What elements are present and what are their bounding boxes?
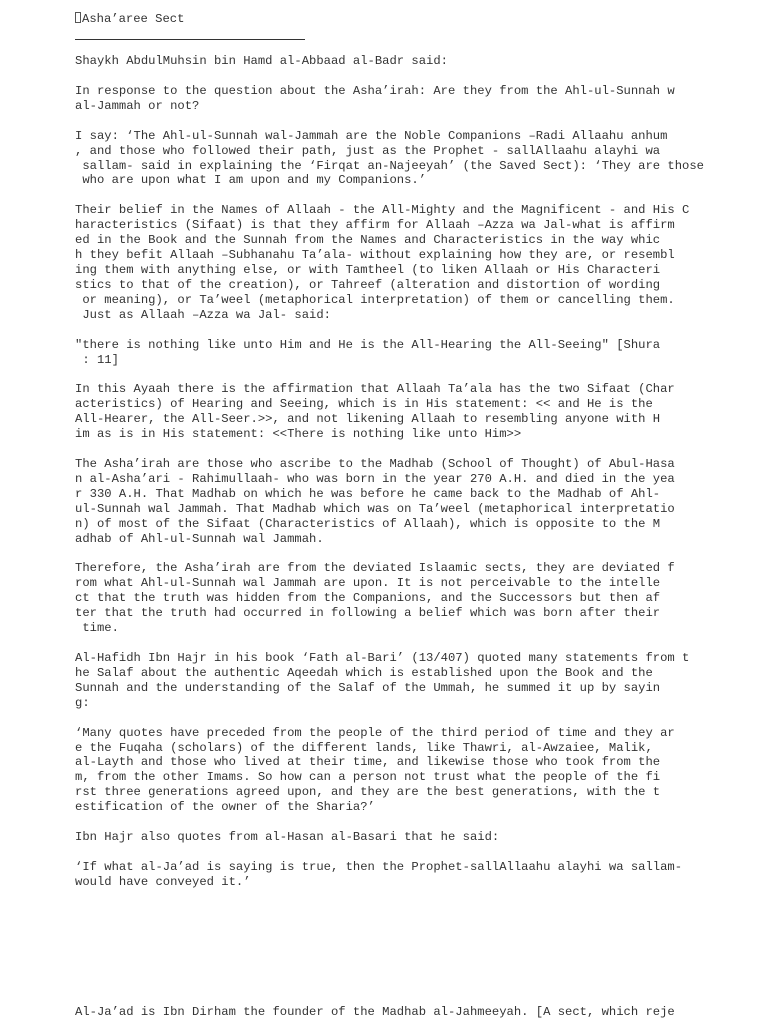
text-line: ed in the Book and the Sunnah from the Names and Characteristics in the way whic [75, 233, 661, 248]
text-line: rom what Ahl-ul-Sunnah wal Jammah are upon. It is not perceivable to the intelle [75, 576, 661, 591]
text-line: al-Jammah or not? [75, 98, 200, 113]
paragraph [75, 830, 755, 845]
title-text: Asha’aree Sect [82, 12, 185, 26]
text-line: who are upon what I am upon and my Companions.’ [75, 173, 427, 188]
text-line: time. [75, 621, 119, 636]
text-line: would have conveyed it.’ [75, 874, 251, 889]
text-line: h they befit Allaah –Subhanahu Ta’ala- without explaining how they are, or resembl [75, 248, 675, 263]
paragraph [75, 651, 755, 711]
text-line: Their belief in the Names of Allaah - the All-Mighty and the Magnificent - and His C [75, 203, 690, 218]
text-line: Sunnah and the understanding of the Salaf of the Ummah, he summed it up by sayin [75, 680, 661, 695]
bottom-line: Al-Ja’ad is Ibn Dirham the founder of the Madhab al-Jahmeeyah. [A sect, which reje [75, 1005, 675, 1019]
text-line: All-Hearer, the All-Seer.>>, and not likening Allaah to resembling anyone with H [75, 412, 661, 427]
text-line: acteristics) of Hearing and Seeing, which is in His statement: << and He is the [75, 397, 653, 412]
text-line: adhab of Ahl-ul-Sunnah wal Jammah. [75, 531, 324, 546]
text-line: al-Layth and those who lived at their time, and likewise those who took from the [75, 755, 661, 770]
document-page [75, 12, 755, 905]
text-line: rst three generations agreed upon, and they are the best generations, with the t [75, 785, 661, 800]
paragraph [75, 338, 755, 368]
text-line: ‘Many quotes have preceded from the people of the third period of time and they ar [75, 725, 675, 740]
paragraph [75, 129, 755, 189]
title-divider [75, 39, 305, 40]
text-line: e the Fuqaha (scholars) of the different lands, like Thawri, al-Awzaiee, Malik, [75, 740, 653, 755]
text-line: m, from the other Imams. So how can a person not trust what the people of the fi [75, 770, 661, 785]
text-line: Al-Hafidh Ibn Hajr in his book ‘Fath al-Bari’ (13/407) quoted many statements from t [75, 651, 690, 665]
paragraph [75, 457, 755, 546]
text-line: Shaykh AbdulMuhsin bin Hamd al-Abbaad al-Badr said: [75, 54, 448, 68]
paragraph [75, 382, 755, 442]
text-line: In response to the question about the Asha’irah: Are they from the Ahl-ul-Sunnah w [75, 83, 675, 98]
text-line: n al-Asha’ari - Rahimullaah- who was born in the year 270 A.H. and died in the yea [75, 471, 675, 486]
paragraph [75, 203, 755, 322]
text-line: ct that the truth was hidden from the Companions, and the Successors but then af [75, 591, 661, 606]
text-line: , and those who followed their path, just as the Prophet - sallAllaahu alayhi wa [75, 143, 661, 158]
paragraph [75, 84, 755, 114]
text-line: : 11] [75, 352, 119, 367]
text-line: The Asha’irah are those who ascribe to the Madhab (School of Thought) of Abul-Hasa [75, 457, 675, 472]
text-line: or meaning), or Ta’weel (metaphorical interpretation) of them or cancelling them. [75, 292, 675, 307]
missing-glyph-icon [75, 12, 81, 23]
text-line: g: [75, 695, 90, 710]
text-line: Therefore, the Asha’irah are from the deviated Islaamic sects, they are deviated f [75, 561, 675, 576]
text-line: r 330 A.H. That Madhab on which he was before he came back to the Madhab of Ahl- [75, 486, 661, 501]
text-line: Ibn Hajr also quotes from al-Hasan al-Basari that he said: [75, 830, 500, 845]
text-line: stics to that of the creation), or Tahreef (alteration and distortion of wording [75, 277, 661, 292]
document-body [75, 54, 755, 890]
text-line: "there is nothing like unto Him and He is the All-Hearing the All-Seeing" [Shura [75, 337, 661, 352]
text-line: ul-Sunnah wal Jammah. That Madhab which was on Ta’weel (metaphorical interpretatio [75, 501, 675, 516]
document-title [75, 12, 755, 27]
text-line: ter that the truth had occurred in following a belief which was born after their [75, 606, 661, 621]
text-line: he Salaf about the authentic Aqeedah which is established upon the Book and the [75, 665, 653, 680]
paragraph [75, 54, 755, 69]
text-line: estification of the owner of the Sharia?’ [75, 800, 375, 815]
paragraph [75, 726, 755, 815]
paragraph [75, 561, 755, 636]
text-line: ing them with anything else, or with Tamtheel (to liken Allaah or His Characteri [75, 262, 661, 277]
text-line: im as is in His statement: <<There is nothing like unto Him>> [75, 427, 522, 442]
text-line: Just as Allaah –Azza wa Jal- said: [75, 307, 331, 322]
text-line: sallam- said in explaining the ‘Firqat an-Najeeyah’ (the Saved Sect): ‘They are those [75, 158, 704, 173]
text-line: ‘If what al-Ja’ad is saying is true, then the Prophet-sallAllaahu alayhi wa sallam- [75, 859, 683, 874]
text-line: haracteristics (Sifaat) is that they affirm for Allaah –Azza wa Jal-what is affirm [75, 218, 675, 233]
text-line: I say: ‘The Ahl-ul-Sunnah wal-Jammah are the Noble Companions –Radi Allaahu anhum [75, 128, 668, 143]
text-line: In this Ayaah there is the affirmation that Allaah Ta’ala has the two Sifaat (Char [75, 382, 675, 397]
text-line: n) of most of the Sifaat (Characteristics of Allaah), which is opposite to the M [75, 516, 661, 531]
paragraph [75, 860, 755, 890]
